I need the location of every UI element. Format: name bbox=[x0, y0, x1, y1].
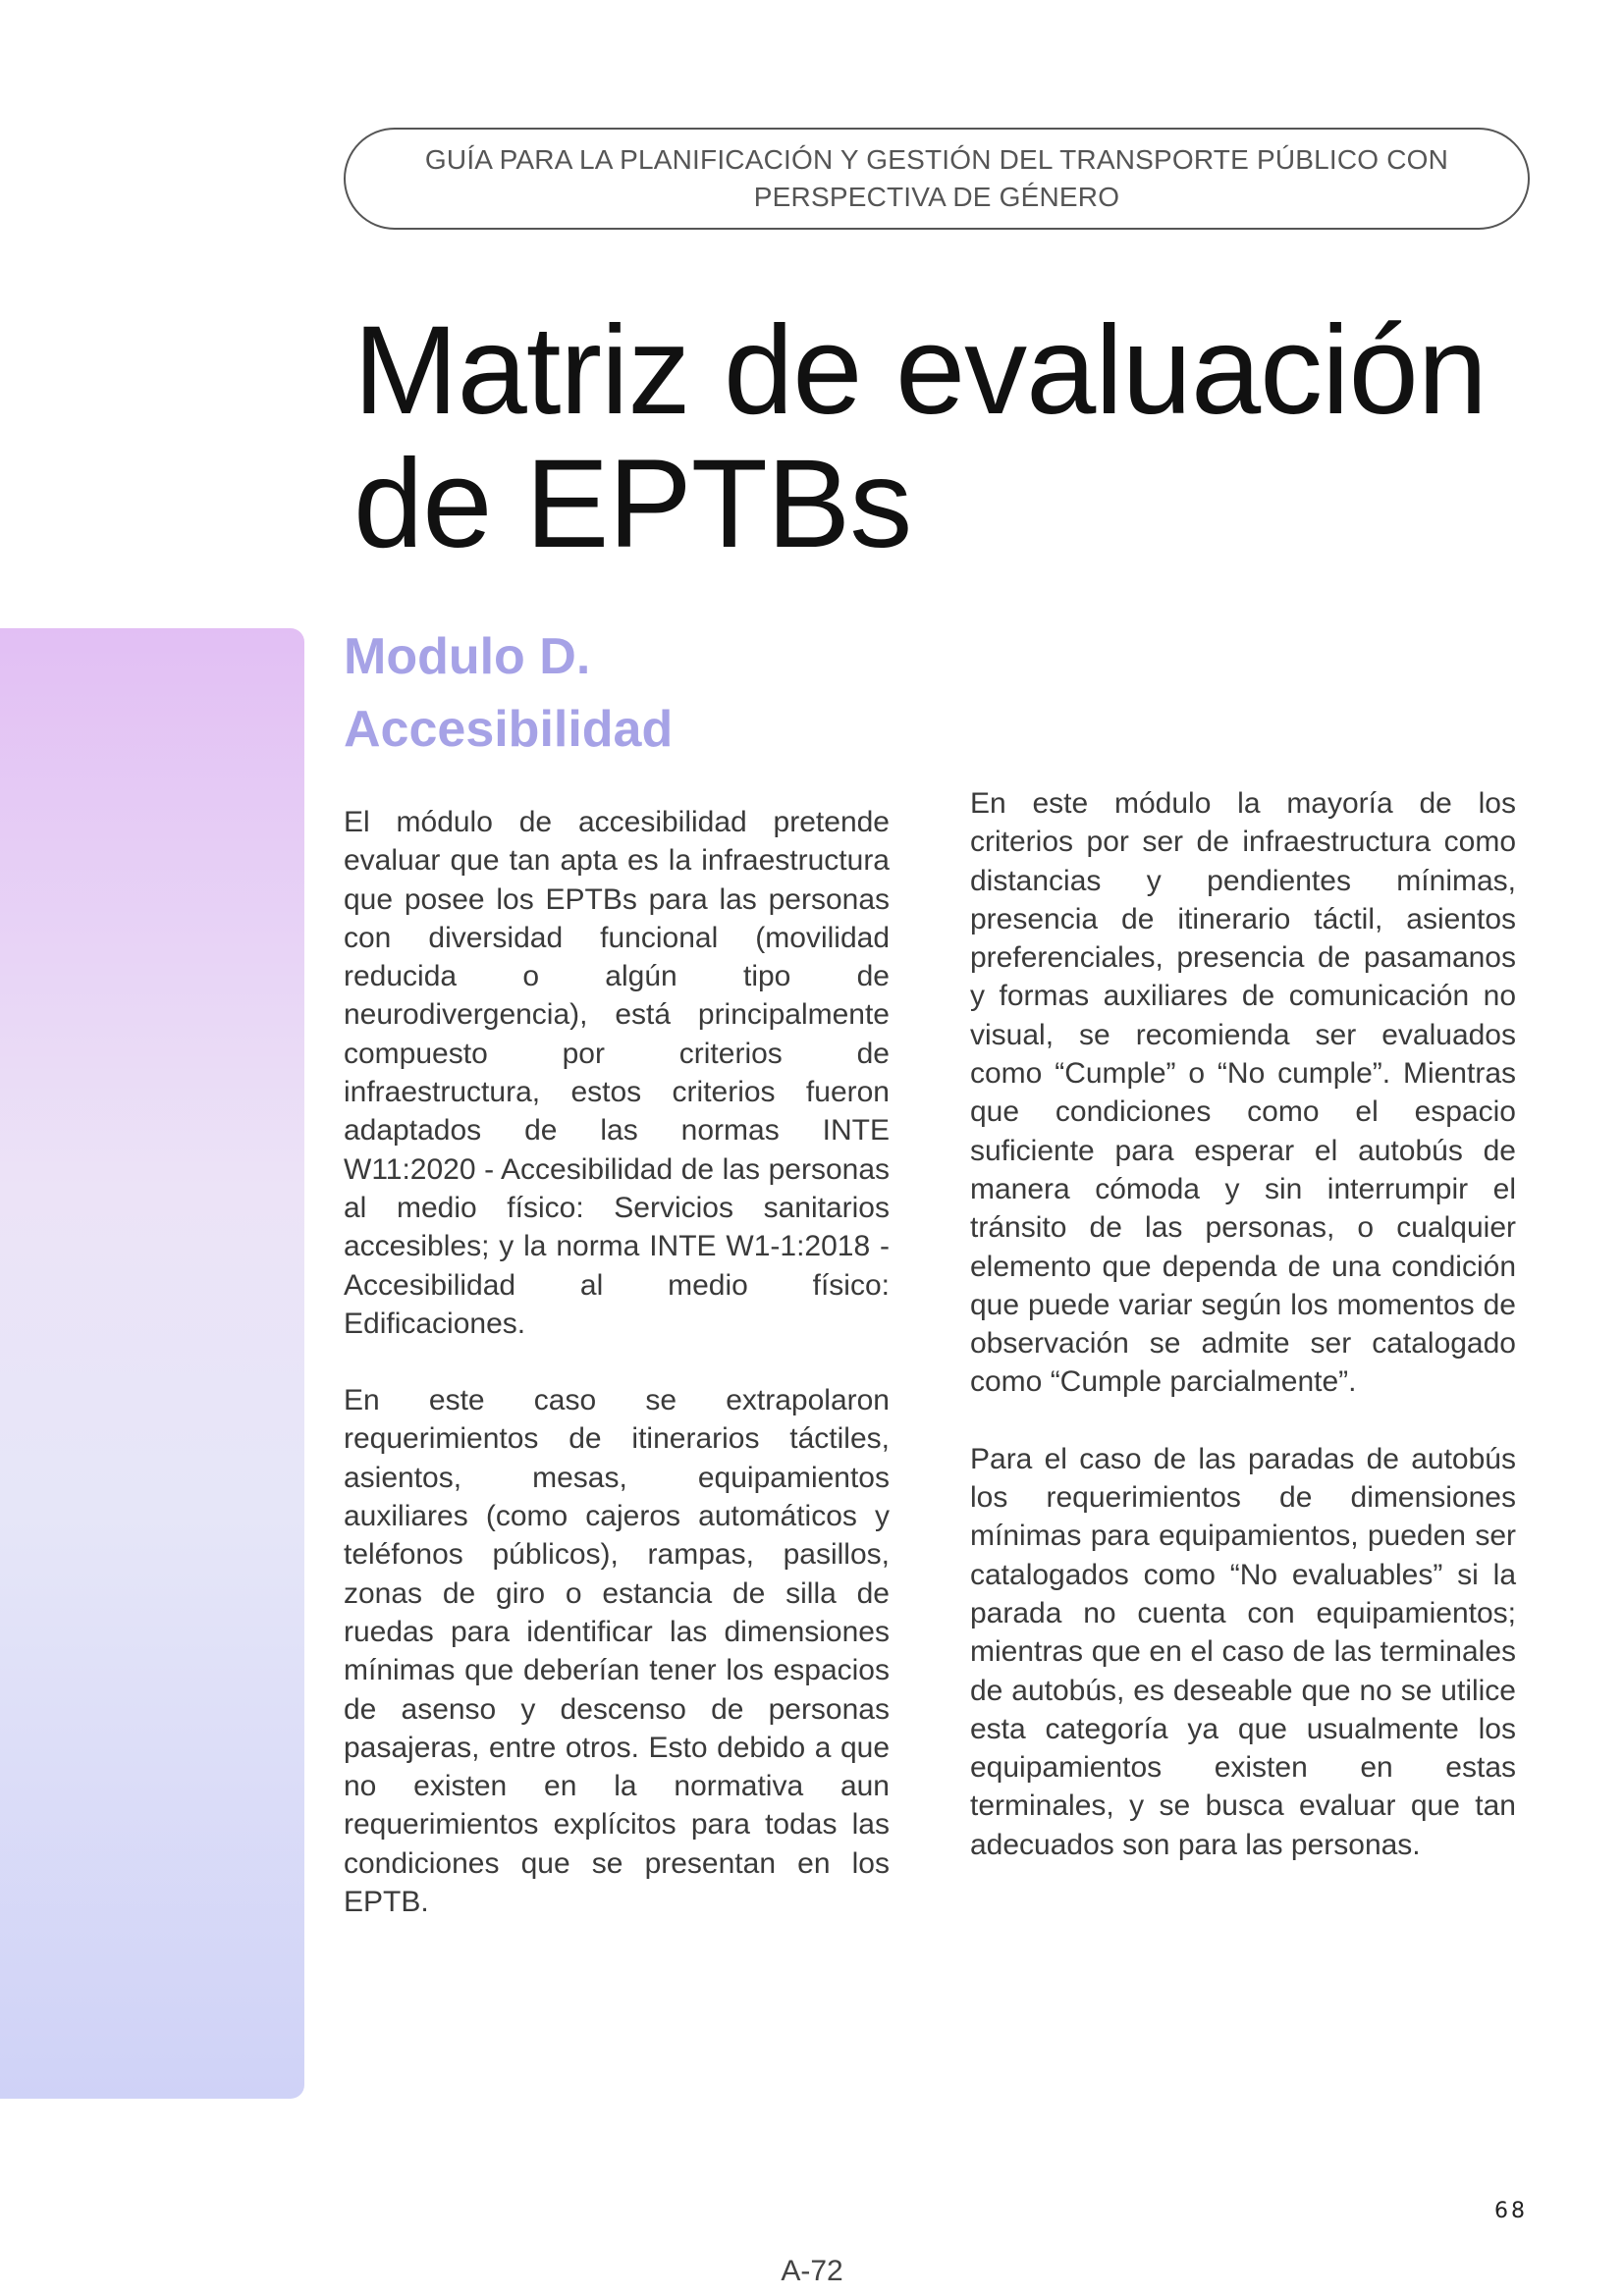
paragraph: Para el caso de las paradas de autobús los requerimientos de dimensiones mínimas para equipamientos, pueden ser catalogados como “No evaluables” si la parada no cuenta con equipamientos; mientras que en el caso de las terminales de autobús, es deseable que no se utilice esta categoría ya que usualmente los equipamientos existen en estas terminales, y se busca evaluar que tan adecuados son para las personas. bbox=[970, 1442, 1516, 1861]
page-title-line-2: de EPTBs bbox=[353, 434, 912, 574]
decorative-side-panel bbox=[0, 628, 304, 2099]
paragraph: El módulo de accesibilidad pretende evaluar que tan apta es la infraestructura que posee los EPTBs para las personas con diversidad funcional (movilidad reducida o algún tipo de neurodivergencia), está principalmente compuesto por criterios de infraestructura, estos criterios fueron adaptados de las normas INTE W11:2020 - Accesibilidad de las personas al medio físico: Servicios sanitarios accesibles; y la norma INTE W1-1:2018 - Accesibilidad al medio físico: Edificaciones. bbox=[344, 806, 890, 1340]
page-title bbox=[353, 300, 1551, 574]
header-line-1: GUÍA PARA LA PLANIFICACIÓN Y GESTIÓN DEL TRANSPORTE PÚBLICO CON bbox=[424, 144, 1449, 175]
section-heading-line-1: Modulo D. bbox=[344, 628, 591, 685]
document-header bbox=[344, 128, 1530, 230]
annex-page-label: A-72 bbox=[781, 2255, 843, 2287]
header-line-2: PERSPECTIVA DE GÉNERO bbox=[753, 182, 1120, 212]
section-heading-line-2: Accesibilidad bbox=[344, 701, 674, 758]
body-column-left bbox=[344, 803, 890, 1921]
page-number: 68 bbox=[1494, 2199, 1528, 2223]
page-title-line-1: Matriz de evaluación bbox=[353, 300, 1487, 441]
body-column-right bbox=[970, 784, 1516, 1864]
paragraph: En este caso se extrapolaron requerimientos de itinerarios táctiles, asientos, mesas, equipamientos auxiliares (como cajeros automáticos y teléfonos públicos), rampas, pasillos, zonas de giro o estancia de silla de ruedas para identificar las dimensiones mínimas que deberían tener los espacios de asenso y descenso de personas pasajeras, entre otros. Esto debido a que no existen en la normativa aun requerimientos explícitos para todas las condiciones que se presentan en los EPTB. bbox=[344, 1384, 890, 1919]
paragraph: En este módulo la mayoría de los criterios por ser de infraestructura como distancias y pendientes mínimas, presencia de itinerario táctil, asientos preferenciales, presencia de pasamanos y formas auxiliares de comunicación no visual, se recomienda ser evaluados como “Cumple” o “No cumple”. Mientras que condiciones como el espacio suficiente para esperar el autobús de manera cómoda y sin interrumpir el tránsito de las personas, o cualquier elemento que dependa de una condición que puede variar según los momentos de observación se admite ser catalogado como “Cumple parcialmente”. bbox=[970, 787, 1516, 1399]
section-heading bbox=[344, 620, 835, 766]
